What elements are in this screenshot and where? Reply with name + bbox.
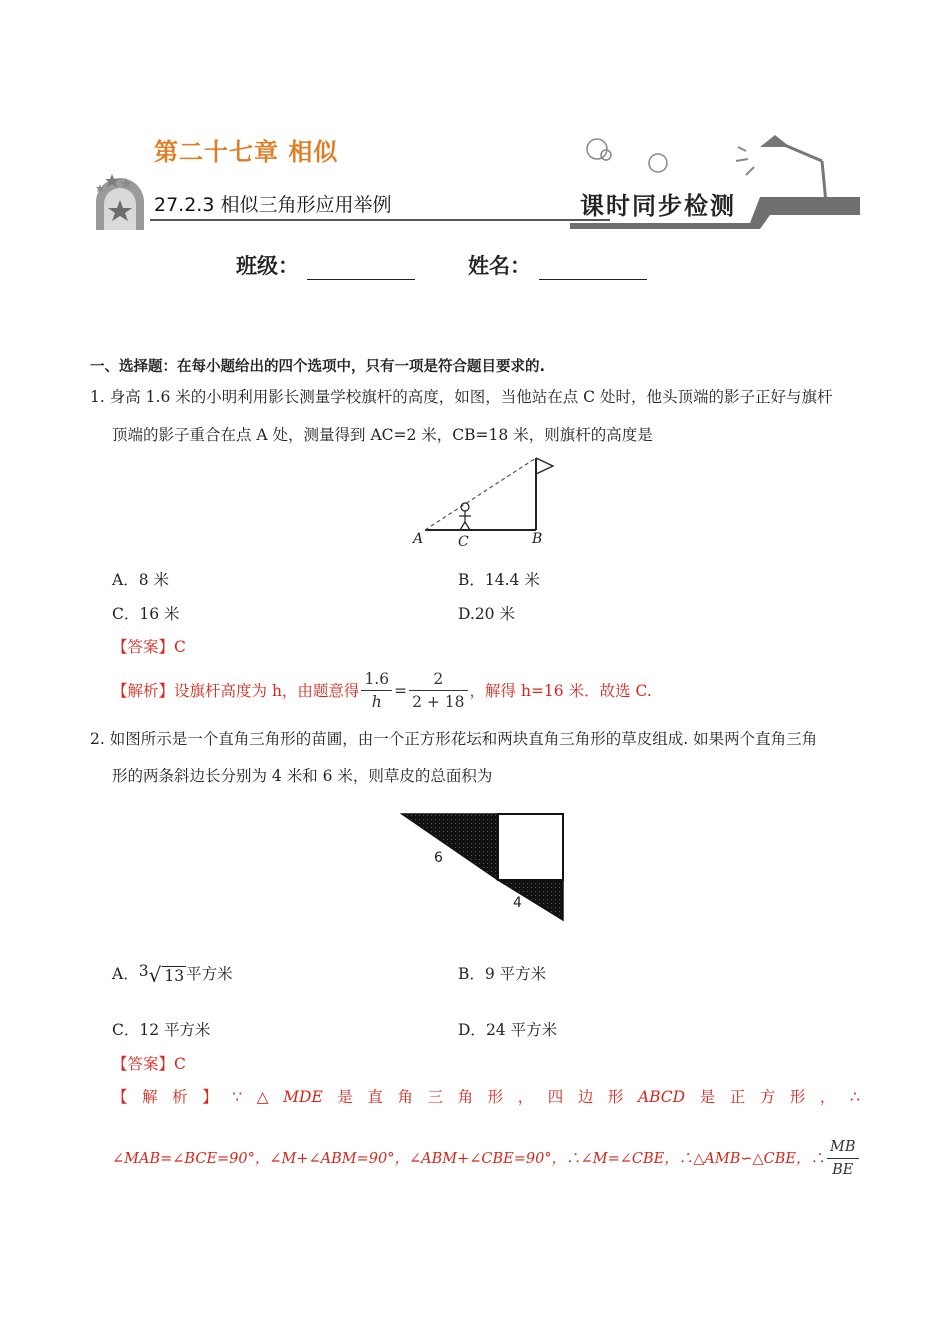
q2-analysis-token: 直 — [367, 1088, 383, 1106]
q2-option-d-key: D． — [458, 1021, 486, 1039]
section-title: 27.2.3 相似三角形应用举例 — [154, 194, 392, 216]
q2-analysis-token: 是 — [699, 1088, 716, 1106]
name-blank — [539, 257, 647, 280]
q2-analysis-token: 解 — [142, 1088, 158, 1106]
q2-text-line1: 如图所示是一个直角三角形的苗圃，由一个正方形花坛和两块直角三角形的草皮组成. 如果两个直角三角 — [109, 730, 818, 748]
q2-option-a-radicand: 13 — [164, 967, 185, 985]
q1-answer-label: 【答案】 — [112, 638, 175, 656]
header-divider — [150, 219, 610, 221]
name-label: 姓名： — [468, 254, 531, 278]
name-field — [468, 250, 647, 280]
q1-option-c-text: 16 米 — [139, 605, 180, 623]
q1-option-a[interactable] — [112, 568, 169, 590]
q1-option-a-key: A． — [112, 571, 139, 589]
q2-analysis-token: 形 — [487, 1088, 504, 1106]
q2-analysis-token: 形 — [607, 1088, 624, 1106]
q1-fraction-2-den: 2 + 18 — [412, 693, 465, 711]
q2-analysis-token: 角 — [457, 1088, 474, 1106]
q1-analysis — [112, 668, 652, 713]
q1-text-line1: 身高 1.6 米的小明利用影长测量学校旗杆的高度，如图，当他站在点 C 处时，他头顶端的影子正好与旗杆 — [109, 388, 833, 406]
q2-analysis-fraction-den: BE — [832, 1162, 854, 1178]
q2-figure-label-6: 6 — [434, 850, 443, 866]
q1-figure-label-c: C — [458, 534, 469, 550]
q2-analysis-token: 是 — [337, 1088, 353, 1106]
q1-flagpole-figure — [405, 452, 565, 552]
q1-line1 — [90, 386, 832, 408]
q1-option-d-key: D. — [458, 605, 475, 623]
class-label: 班级： — [236, 254, 299, 278]
q1-figure-label-b: B — [532, 531, 543, 547]
q1-option-b[interactable] — [458, 568, 540, 590]
q1-fraction-1-num: 1.6 — [361, 668, 392, 691]
q1-analysis-pre: 设旗杆高度为 h，由题意得 — [174, 681, 360, 700]
q2-garden-figure — [398, 810, 568, 925]
q1-option-a-text: 8 米 — [138, 571, 169, 589]
q2-analysis-token: 方 — [759, 1088, 776, 1106]
q2-analysis-fraction-num: MB — [827, 1136, 859, 1159]
q2-analysis-token: 【 — [112, 1088, 128, 1106]
q2-analysis-token: ∵ — [232, 1088, 243, 1106]
tagline: 课时同步检测 — [580, 191, 736, 220]
q2-answer-label: 【答案】 — [112, 1055, 175, 1073]
q2-answer-value: C — [174, 1055, 186, 1073]
q2-option-b-key: B． — [458, 965, 485, 983]
q2-analysis-token: 形 — [789, 1088, 806, 1106]
q2-analysis-token: 边 — [577, 1088, 594, 1106]
chapter-title: 第二十七章 相似 — [154, 138, 339, 166]
q2-analysis-token: △ — [256, 1088, 269, 1106]
sqrt-icon: √ — [148, 963, 162, 987]
q1-answer — [112, 636, 186, 658]
q2-analysis-token: ， — [517, 1088, 534, 1106]
q2-analysis-token: 三 — [427, 1088, 444, 1106]
q1-fraction-1-den: h — [371, 693, 382, 711]
q2-analysis-token: 正 — [729, 1088, 746, 1106]
q2-option-c-text: 12 平方米 — [139, 1021, 211, 1039]
q2-answer — [112, 1053, 186, 1075]
q2-option-c-key: C． — [112, 1021, 140, 1039]
class-blank — [307, 257, 415, 280]
q2-analysis-token: ABCD — [637, 1088, 686, 1106]
part1-heading: 一、选择题：在每小题给出的四个选项中，只有一项是符合题目要求的. — [90, 359, 546, 375]
q2-option-a-text: 平方米 — [186, 965, 233, 983]
q1-text-line2: 顶端的影子重合在点 A 处，测量得到 AC=2 米，CB=18 米，则旗杆的高度是 — [112, 426, 653, 444]
q1-equals: = — [394, 681, 408, 700]
q1-fraction-1 — [361, 668, 392, 713]
q2-analysis-token: ， — [819, 1088, 836, 1106]
q2-analysis-line2 — [112, 1136, 861, 1181]
q1-fraction-2 — [409, 668, 467, 713]
q2-text-line2: 形的两条斜边长分别为 4 米和 6 米，则草皮的总面积为 — [112, 767, 493, 785]
q1-answer-value: C — [174, 638, 186, 656]
q2-option-d[interactable] — [458, 1018, 557, 1040]
q1-option-c[interactable] — [112, 602, 180, 624]
q1-option-d[interactable] — [458, 602, 515, 624]
q2-line1 — [90, 728, 817, 750]
q1-analysis-post: ，解得 h=16 米．故选 C. — [469, 681, 652, 700]
q1-option-c-key: C． — [112, 605, 140, 623]
q2-analysis-line2-text: ∠MAB=∠BCE=90°，∠M+∠ABM=90°，∠ABM+∠CBE=90°，∴∠M=∠CBE，∴△AMB∽△CBE，∴ — [112, 1150, 825, 1167]
q2-figure-label-4: 4 — [513, 895, 522, 911]
q2-option-a-sqrt — [148, 963, 186, 987]
q2-number: 2. — [90, 730, 105, 748]
class-field — [236, 250, 415, 280]
q2-option-a[interactable] — [112, 962, 233, 985]
q2-analysis-line1 — [112, 1086, 860, 1108]
q2-analysis-token: 角 — [397, 1088, 413, 1106]
q1-option-b-text: 14.4 米 — [484, 571, 540, 589]
q2-option-a-coef: 3 — [138, 962, 149, 980]
q1-fraction-2-num: 2 — [409, 668, 467, 691]
q1-analysis-label: 【解析】 — [112, 681, 175, 700]
q2-analysis-token: MDE — [283, 1088, 323, 1106]
q2-option-d-text: 24 平方米 — [485, 1021, 558, 1039]
q2-analysis-token: 四 — [547, 1088, 564, 1106]
q2-analysis-fraction — [827, 1136, 859, 1181]
q1-option-b-key: B． — [458, 571, 485, 589]
header-logo — [92, 170, 154, 232]
q2-option-c[interactable] — [112, 1018, 211, 1040]
q2-option-a-key: A． — [112, 965, 139, 983]
q2-option-b[interactable] — [458, 962, 546, 984]
q1-figure-label-a: A — [413, 531, 424, 547]
q2-option-b-text: 9 平方米 — [484, 965, 547, 983]
q1-number: 1. — [90, 388, 105, 406]
q2-analysis-token: ∴ — [849, 1088, 860, 1106]
q2-analysis-token: 】 — [202, 1088, 218, 1106]
q2-analysis-token: 析 — [172, 1088, 188, 1106]
q1-option-d-text: 20 米 — [474, 605, 515, 623]
